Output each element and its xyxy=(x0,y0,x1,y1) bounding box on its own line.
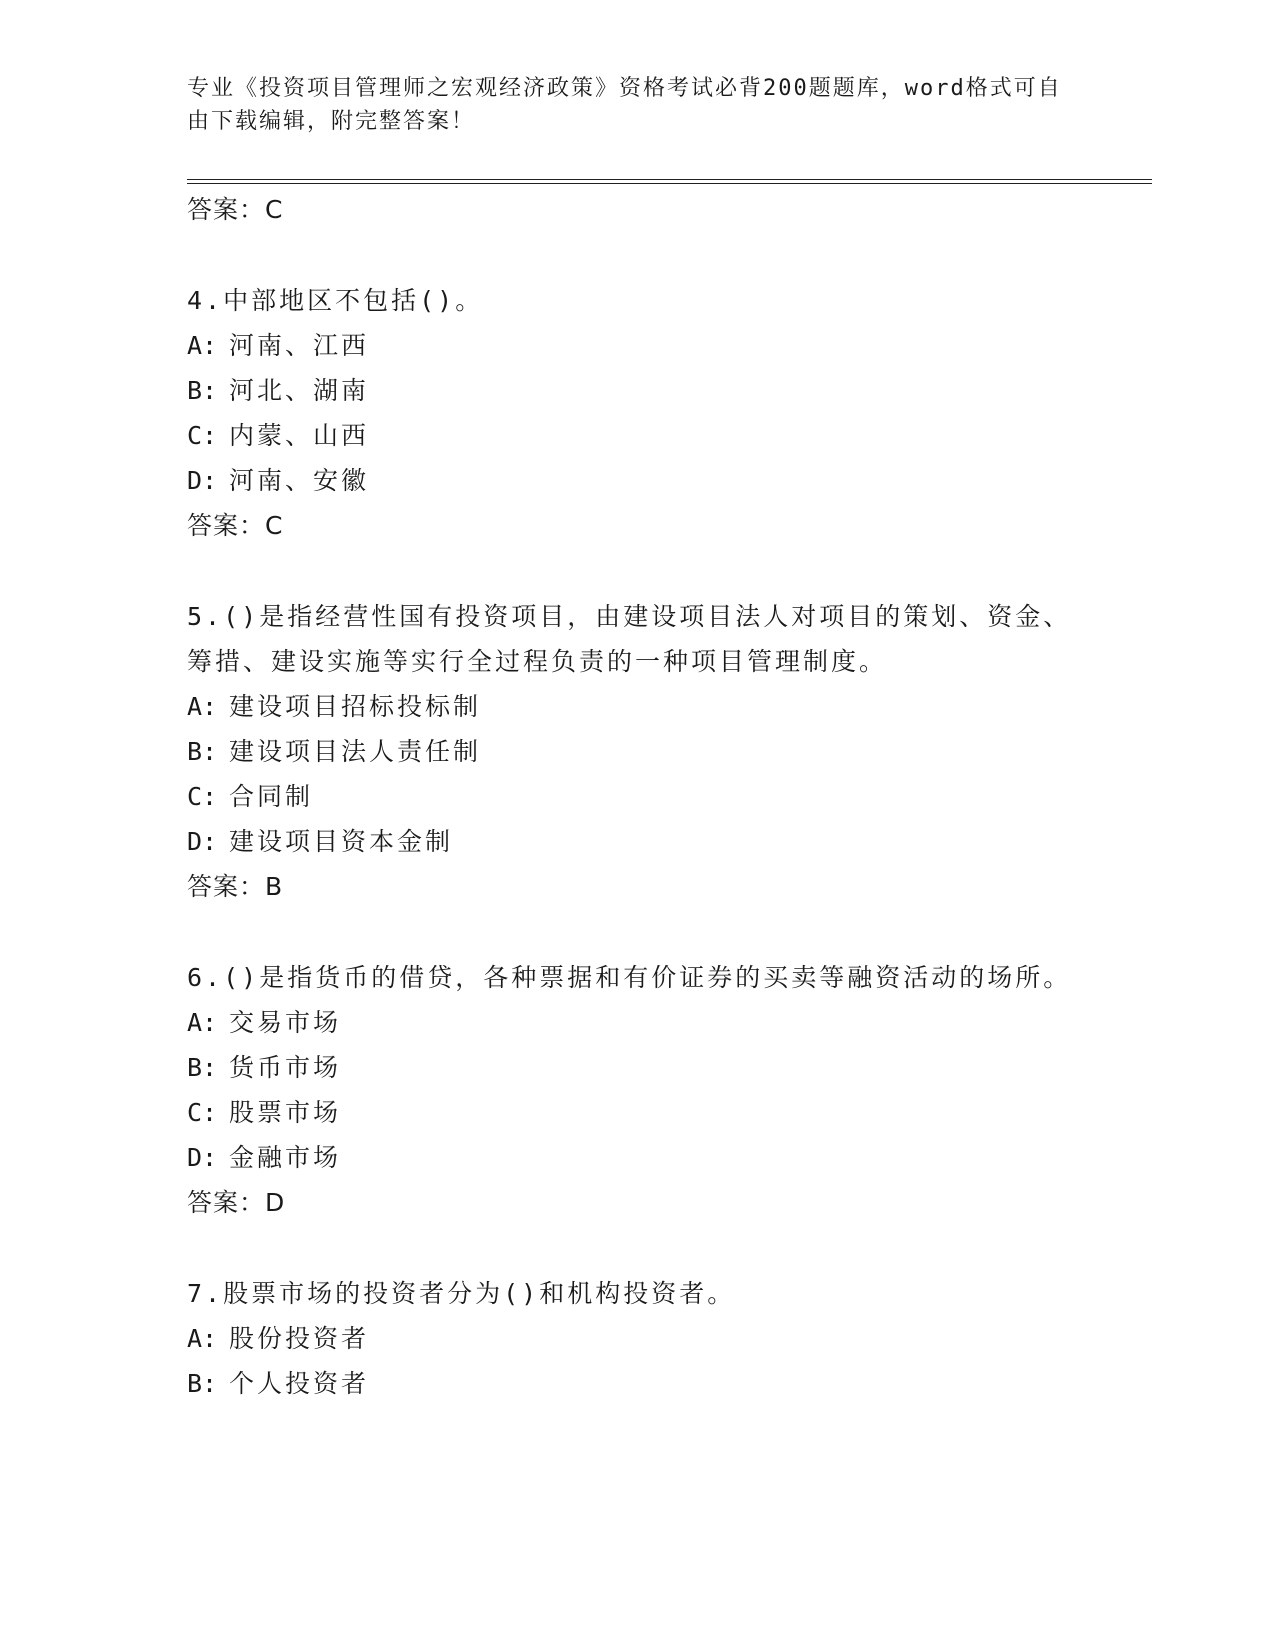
option-text: 建设项目招标投标制 xyxy=(229,692,482,721)
question-stem: 6.()是指货币的借贷，各种票据和有价证券的买卖等融资活动的场所。 xyxy=(187,963,1072,992)
option-letter: D: xyxy=(187,1143,218,1172)
option-text: 建设项目法人责任制 xyxy=(229,737,482,766)
option-b xyxy=(187,1361,1087,1406)
option-text: 合同制 xyxy=(229,782,314,811)
option-text: 金融市场 xyxy=(229,1143,342,1172)
option-text: 股份投资者 xyxy=(229,1324,370,1353)
option-text: 河南、安徽 xyxy=(229,466,370,495)
option-letter: B: xyxy=(187,1369,218,1398)
option-a xyxy=(187,323,1087,368)
option-text: 河北、湖南 xyxy=(229,376,370,405)
header-rule-bottom xyxy=(187,183,1152,184)
answer-line: 答案：D xyxy=(187,1188,286,1217)
option-letter: B: xyxy=(187,376,218,405)
option-a xyxy=(187,1316,1087,1361)
answer-line: 答案：C xyxy=(187,195,284,224)
option-text: 内蒙、山西 xyxy=(229,421,370,450)
document-header: 专业《投资项目管理师之宏观经济政策》资格考试必背200题题库，word格式可自由下载编辑，附完整答案！ xyxy=(187,76,1062,134)
option-text: 货币市场 xyxy=(229,1053,342,1082)
answer-line: 答案：C xyxy=(187,511,284,540)
question-list xyxy=(187,187,1087,1406)
option-letter: C: xyxy=(187,782,218,811)
question-stem: 5.()是指经营性国有投资项目，由建设项目法人对项目的策划、资金、筹措、建设实施等实行全过程负责的一种项目管理制度。 xyxy=(187,602,1072,676)
option-letter: C: xyxy=(187,1098,218,1127)
option-letter: A: xyxy=(187,692,218,721)
option-text: 建设项目资本金制 xyxy=(229,827,454,856)
option-text: 河南、江西 xyxy=(229,331,370,360)
option-d xyxy=(187,1135,1087,1180)
option-b xyxy=(187,368,1087,413)
option-letter: D: xyxy=(187,827,218,856)
option-a xyxy=(187,684,1087,729)
option-c xyxy=(187,774,1087,819)
option-letter: A: xyxy=(187,1324,218,1353)
option-c xyxy=(187,413,1087,458)
header-rule-top xyxy=(187,179,1152,180)
option-text: 交易市场 xyxy=(229,1008,342,1037)
option-letter: B: xyxy=(187,737,218,766)
option-letter: A: xyxy=(187,1008,218,1037)
option-d xyxy=(187,819,1087,864)
option-d xyxy=(187,458,1087,503)
option-text: 个人投资者 xyxy=(229,1369,370,1398)
question-stem: 4.中部地区不包括()。 xyxy=(187,286,484,315)
option-b xyxy=(187,729,1087,774)
option-letter: A: xyxy=(187,331,218,360)
question-stem: 7.股票市场的投资者分为()和机构投资者。 xyxy=(187,1279,736,1308)
option-a xyxy=(187,1000,1087,1045)
option-letter: D: xyxy=(187,466,218,495)
option-c xyxy=(187,1090,1087,1135)
option-b xyxy=(187,1045,1087,1090)
option-letter: C: xyxy=(187,421,218,450)
answer-line: 答案：B xyxy=(187,872,284,901)
option-text: 股票市场 xyxy=(229,1098,342,1127)
option-letter: B: xyxy=(187,1053,218,1082)
